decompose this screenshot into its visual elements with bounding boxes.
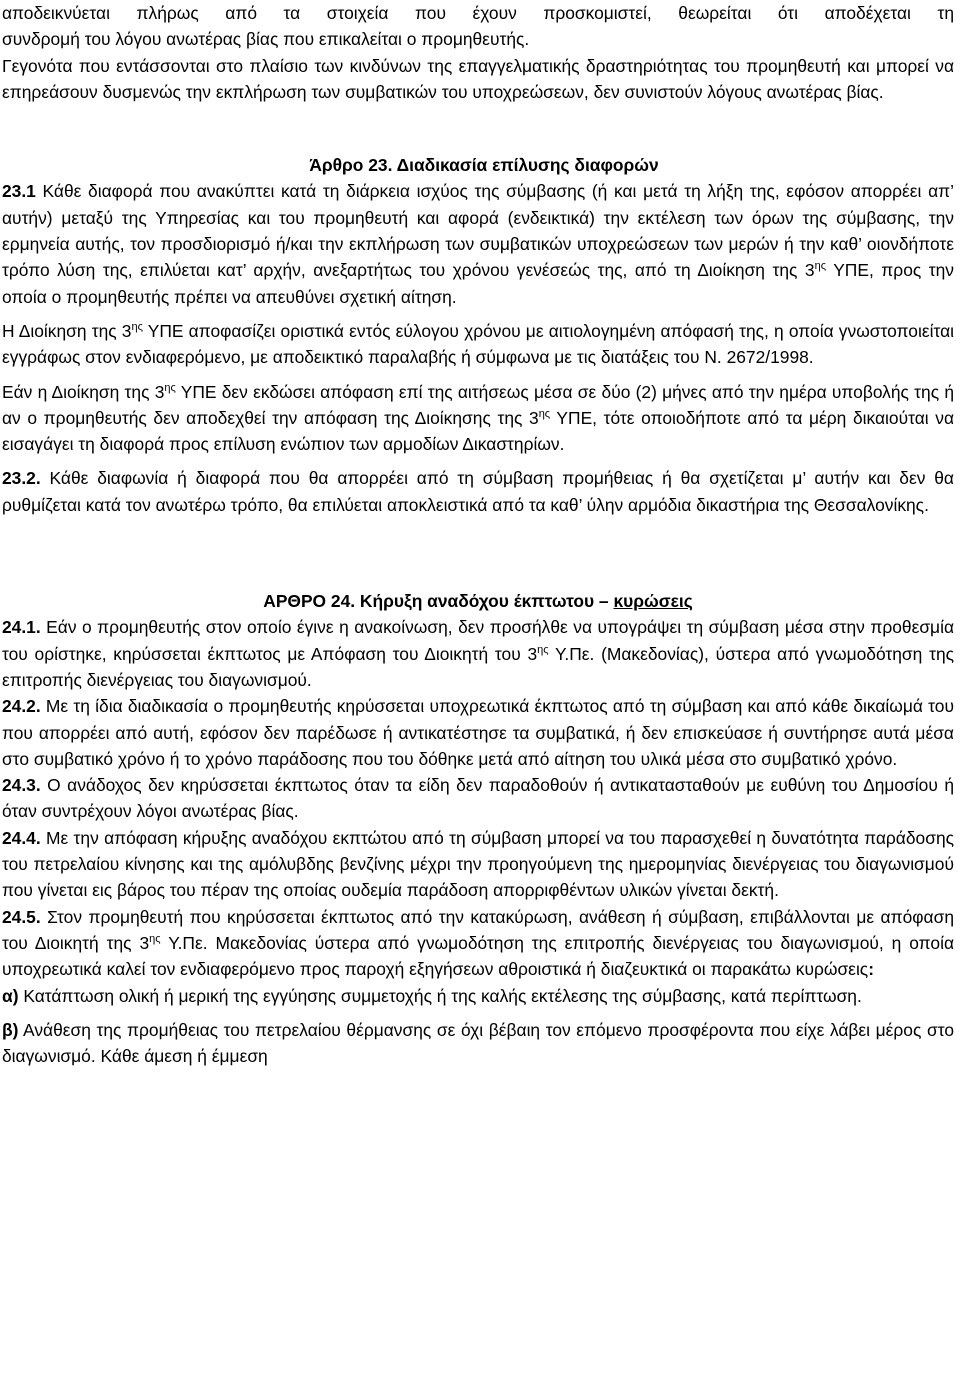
clause-text: Ο ανάδοχος δεν κηρύσσεται έκπτωτος όταν τα είδη δεν παραδοθούν ή αντικατασταθούν με ευθύνη του Δημοσίου ή όταν συντρέχουν λόγοι ανωτέρας βίας. — [2, 775, 954, 822]
item-text: Ανάθεση της προμήθειας του πετρελαίου θέρμανσης σε όχι βέβαιη τον επόμενο προσφέροντα που είχε λάβει μέρος στο διαγωνισμό. Κάθε άμεση ή έμμεση — [2, 1019, 954, 1067]
ordinal-superscript: ης — [814, 260, 827, 273]
article-24-paragraph-3 — [2, 772, 954, 825]
intro-line-1: αποδεικνύεται πλήρως από τα στοιχεία που έχουν προσκομιστεί, θεωρείται ότι αποδέχεται τη — [2, 3, 954, 23]
clause-text: Με την απόφαση κήρυξης αναδόχου εκπτώτου από τη σύμβαση μπορεί να του παρασχεθεί η δυνατότητα παράδοσης του πετρελαίου κίνησης και της αμόλυβδης βενζίνης μέχρι την προηγούμενη της ημερομηνίας διενέργειας του διαγωνισμού που γίνεται εις βάρος του πέραν της οποίας ουδεμία παράδοση απορριφθέντων υλικών γίνεται δεκτή. — [2, 827, 954, 901]
sanction-item-b — [2, 1017, 954, 1070]
article-23-paragraph-1 — [2, 178, 954, 309]
clause-text: Η Διοίκηση της 3 — [2, 320, 132, 341]
ordinal-superscript: ης — [538, 407, 551, 420]
clause-number: 23.2. — [2, 468, 41, 489]
item-label: α) — [2, 985, 19, 1006]
clause-text: Κάθε διαφορά που ανακύπτει κατά τη διάρκεια ισχύος της σύμβασης (ή και μετά τη λήξη της, εφόσον απορρέει απ’ αυτήν) μεταξύ της Υπηρεσίας και του προμηθευτή και αφορά (ενδεικτικά) την εκτέλεση των όρων της σύμβασης, την ερμηνεία αυτής, τον προσδιορισμό ή/και την εκπλήρωση των συμβατικών υποχρεώσεων των μερών ή την καθ’ οιονδήποτε τρόπο λύση της, επιλύεται κατ’ αρχήν, ανεξαρτήτως του χρόνου γενέσεώς της, από τη Διοίκηση της 3 — [2, 181, 954, 281]
article-24-paragraph-2 — [2, 693, 954, 772]
article-24-paragraph-4 — [2, 825, 954, 904]
clause-text: ΥΠΕ δεν εκδώσει απόφαση επί της αιτήσεως μέσα σε δύο (2) μήνες από την ημέρα υποβολής της ή αν ο προμηθευτής δεν αποδεχθεί την απόφαση της Διοίκησης της 3 — [2, 381, 954, 428]
intro-line-2: συνδρομή του λόγου ανωτέρας βίας που επικαλείται ο προμηθευτής. — [2, 29, 530, 50]
ordinal-superscript: ης — [149, 932, 161, 945]
intro-paragraph-1 — [2, 0, 954, 53]
clause-text: Υ.Πε. Μακεδονίας ύστερα από γνωμοδότηση της επιτροπής διενέργειας του διαγωνισμού, η οποία υποχρεωτικά καλεί τον ενδιαφερόμενο προς παροχή εξηγήσεων αθροιστικά ή διαζευκτικά οι παρακάτω κυρώσεις — [2, 932, 955, 980]
clause-text: ΥΠΕ αποφασίζει οριστικά εντός εύλογου χρόνου με αιτιολογημένη απόφασή της, η οποία γνωστοποιείται εγγράφως στον ενδιαφερόμενο, με αποδεικτικό παραλαβής ή σύμφωνα με τις διατάξεις του Ν. 2672/1998. — [2, 320, 954, 368]
clause-number: 23.1 — [2, 181, 36, 202]
intro-paragraph-2: Γεγονότα που εντάσσονται στο πλαίσιο των κινδύνων της επαγγελματικής δραστηριότητας του προμηθευτή και μπορεί να επηρεάσουν δυσμενώς την εκπλήρωση των συμβατικών του υποχρεώσεων, δεν συνιστούν λόγους ανωτέρας βίας. — [2, 55, 954, 102]
article-23-paragraph-4 — [2, 465, 954, 518]
clause-text: ΥΠΕ, τότε οποιοδήποτε από τα μέρη δικαιούται να εισαγάγει τη διαφορά προς επίλυση ενώπιον των αρμοδίων Δικαστηρίων. — [2, 407, 955, 455]
clause-number: 24.2. — [2, 696, 41, 717]
ordinal-superscript: ης — [537, 643, 549, 656]
clause-colon: : — [868, 959, 874, 980]
article-23-title: Άρθρο 23. Διαδικασία επίλυσης διαφορών — [309, 155, 659, 176]
article-24-paragraph-1 — [2, 614, 954, 693]
ordinal-superscript: ης — [164, 381, 176, 394]
clause-text: ΥΠΕ, προς την οποία ο προμηθευτής πρέπει να απευθύνει σχετική αίτηση. — [2, 260, 954, 307]
clause-text: Εάν η Διοίκηση της 3 — [2, 381, 165, 402]
item-text: Κατάπτωση ολική ή μερική της εγγύησης συμμετοχής ή της καλής εκτέλεσης της σύμβασης, κατά περίπτωση. — [18, 985, 862, 1006]
clause-number: 24.4. — [2, 827, 41, 848]
clause-text: Υ.Πε. (Μακεδονίας), ύστερα από γνωμοδότηση της επιτροπής διενέργειας του διαγωνισμού. — [2, 643, 954, 690]
article-23-paragraph-2 — [2, 318, 954, 371]
item-label: β) — [2, 1019, 19, 1040]
ordinal-superscript: ης — [131, 320, 143, 333]
clause-text: Κάθε διαφωνία ή διαφορά που θα απορρέει από τη σύμβαση προμήθειας ή θα σχετίζεται μ’ αυτήν και δεν θα ρυθμίζεται κατά τον ανωτέρω τρόπο, θα επιλύεται αποκλειστικά από τα καθ’ ύλην αρμόδια δικαστήρια της Θεσσαλονίκης. — [2, 468, 954, 515]
clause-text: Στον προμηθευτή που κηρύσσεται έκπτωτος από την κατακύρωση, ανάθεση ή σύμβαση, επιβάλλονται με απόφαση του Διοικητή της 3 — [2, 906, 954, 953]
clause-number: 24.5. — [2, 906, 41, 927]
clause-text: Με τη ίδια διαδικασία ο προμηθευτής κηρύσσεται υποχρεωτικά έκπτωτος από τη σύμβαση και από κάθε δικαίωμά του που απορρέει από αυτή, εφόσον δεν παρέδωσε ή αντικατέστησε τα συμβατικά, ή δεν επισκεύασε ή συντήρησε αυτά μέσα στο συμβατικό χρόνο ή το χρόνο παράδοσης που του δόθηκε μετά από αίτηση του υλικά μέσα στο συμβατικό χρόνο. — [2, 696, 954, 769]
article-24-title — [2, 588, 954, 614]
article-23-paragraph-3 — [2, 379, 954, 458]
article-24-title-underlined: κυρώσεις — [613, 591, 693, 612]
clause-text: Εάν ο προμηθευτής στον οποίο έγινε η ανακοίνωση, δεν προσήλθε να υπογράψει τη σύμβαση μέσα στην προθεσμία του ορίστηκε, κηρύσσεται έκπτωτος με Απόφαση του Διοικητή του 3 — [2, 617, 954, 664]
article-24-title-main: ΑΡΘΡΟ 24. Κήρυξη αναδόχου έκπτωτου – — [263, 591, 614, 612]
clause-number: 24.1. — [2, 617, 41, 638]
sanction-item-a — [2, 983, 954, 1009]
clause-number: 24.3. — [2, 775, 41, 796]
article-24-paragraph-5 — [2, 904, 954, 983]
